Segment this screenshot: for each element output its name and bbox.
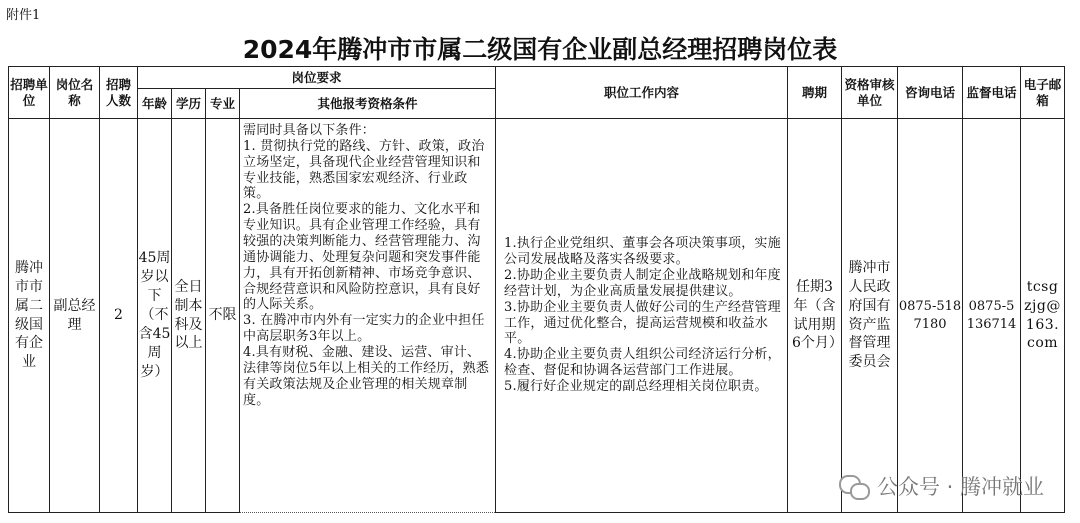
recruitment-table <box>8 66 1065 513</box>
header-education: 学历 <box>172 89 206 119</box>
header-major: 专业 <box>206 89 240 119</box>
attachment-label: 附件1 <box>6 8 41 23</box>
header-email: 电子邮箱 <box>1021 67 1065 119</box>
header-unit: 招聘单位 <box>9 67 50 119</box>
cell-other-conditions: 需同时具备以下条件： 1. 贯彻执行党的路线、方针、政策，政治立场坚定，具备现代企业经营管理知识和专业技能，熟悉国家宏观经济、行业政策。 2.具备胜任岗位要求的能力、文化水平和专业知识。具有企业管理工作经验，具有较强的决策判断能力、经营管理能力、沟通协调能力、处理复杂问题和突发事件能力，具有开拓创新精神、市场竞争意识、合规经营意识和风险防控意识，具有良好的人际关系。 3. 在腾冲市内外有一定实力的企业中担任中高层职务3年以上。 4.具有财税、金融、建设、运营、审计、法律等岗位5年以上相关的工作经历，熟悉有关政策法规及企业管理的相关规章制度。 <box>240 119 496 513</box>
header-consult: 咨询电话 <box>898 67 963 119</box>
header-other: 其他报考资格条件 <box>240 89 496 119</box>
header-supervise: 监督电话 <box>963 67 1021 119</box>
watermark-text: 公众号 · 腾冲就业 <box>876 475 1044 499</box>
header-duties: 职位工作内容 <box>496 67 788 119</box>
cell-age: 45周岁以下（不含45周岁） <box>138 119 172 513</box>
watermark <box>839 471 1044 501</box>
cell-supervise-phone: 0875-5136714 <box>963 119 1021 513</box>
header-review: 资格审核单位 <box>842 67 898 119</box>
cell-email: tcsgzjg@163.com <box>1021 119 1065 513</box>
cell-education: 全日制本科及以上 <box>172 119 206 513</box>
cell-position: 副总经理 <box>50 119 100 513</box>
cell-count: 2 <box>100 119 138 513</box>
page-title: 2024年腾冲市市属二级国有企业副总经理招聘岗位表 <box>242 35 838 64</box>
cell-duties: 1.执行企业党组织、董事会各项决策事项，实施公司发展战略及落实各级要求。 2.协助企业主要负责人制定企业战略规划和年度经营计划，为企业高质量发展提供建议。 3.协助企业主要负责人做好公司的生产经营管理工作，通过优化整合，提高运营规模和收益水平。 4.协助企业主要负责人组织公司经济运行分析，检查、督促和协调各运营部门工作进展。 5.履行好企业规定的副总经理相关岗位职责。 <box>496 119 788 513</box>
header-count: 招聘人数 <box>100 67 138 119</box>
table-row <box>9 119 1065 513</box>
wechat-icon <box>839 473 869 499</box>
cell-term: 任期3年（含试用期6个月） <box>788 119 842 513</box>
cell-review-unit: 腾冲市人民政府国有资产监督管理委员会 <box>842 119 898 513</box>
header-term: 聘期 <box>788 67 842 119</box>
cell-consult-phone: 0875-5187180 <box>898 119 963 513</box>
cell-unit: 腾冲市市属二级国有企业 <box>9 119 50 513</box>
header-age: 年龄 <box>138 89 172 119</box>
header-requirements: 岗位要求 <box>138 67 496 89</box>
cell-major: 不限 <box>206 119 240 513</box>
header-position: 岗位名称 <box>50 67 100 119</box>
